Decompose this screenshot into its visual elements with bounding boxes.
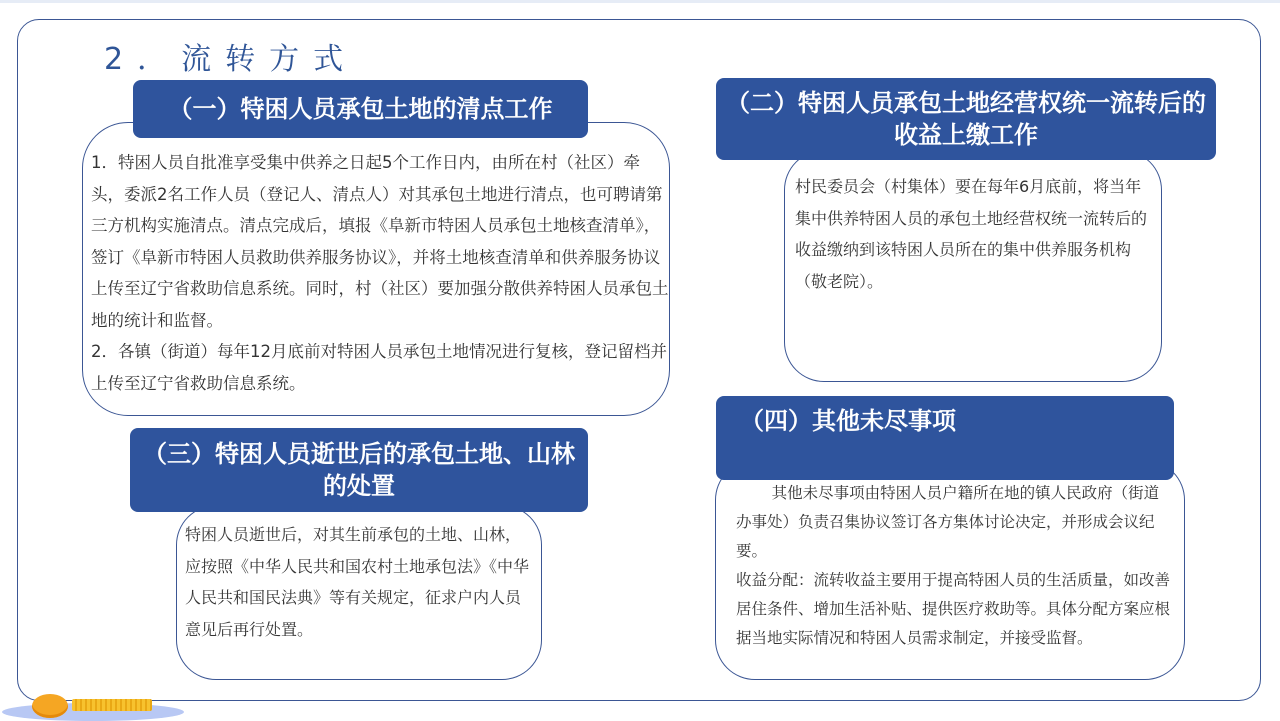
section-4-banner [716,396,1174,480]
page-title: 2．流转方式 [104,42,358,77]
section-3-title: （三）特困人员逝世后的承包土地、山林的处置 [143,440,575,500]
section-3-card [176,505,542,680]
section-2-card [784,150,1162,382]
section-1-banner [133,80,588,138]
section-4-paragraph-2: 收益分配：流转收益主要用于提高特困人员的生活质量，如改善居住条件、增加生活补贴、提供医疗救助等。具体分配方案应根据当地实际情况和特困人员需求制定，并接受监督。 [736,571,1171,647]
section-4-card [715,460,1185,680]
top-divider [0,0,1280,3]
section-4-title: （四）其他未尽事项 [740,407,956,435]
section-1-paragraph-1: 1．特困人员自批准享受集中供养之日起5个工作日内，由所在村（社区）牵头，委派2名工作人员（登记人、清点人）对其承包土地进行清点，也可聘请第三方机构实施清点。清点完成后，填报《阜新市特困人员承包土地核查清单》，签订《阜新市特困人员救助供养服务协议》，并将土地核查清单和供养服务协议上传至辽宁省救助信息系统。同时，村（社区）要加强分散供养特困人员承包土地的统计和监督。 [91,153,669,330]
section-3-paragraph-1: 特困人员逝世后，对其生前承包的土地、山林，应按照《中华人民共和国农村土地承包法》《中华人民共和国民法典》等有关规定，征求户内人员意见后再行处置。 [185,525,530,639]
section-1-paragraph-2: 2．各镇（街道）每年12月底前对特困人员承包土地情况进行复核，登记留档并上传至辽宁省救助信息系统。 [91,342,667,393]
section-4-paragraph-1: 其他未尽事项由特困人员户籍所在地的镇人民政府（街道办事处）负责召集协议签订各方集体讨论决定，并形成会议纪要。 [736,484,1160,560]
section-1-title: （一）特困人员承包土地的清点工作 [168,95,553,123]
section-2-title: （二）特困人员承包土地经营权统一流转后的收益上缴工作 [726,89,1206,149]
section-3-banner [130,428,588,512]
section-2-banner [716,78,1216,160]
section-2-paragraph-1: 村民委员会（村集体）要在每年6月底前，将当年集中供养特困人员的承包土地经营权统一流转后的收益缴纳到该特困人员所在的集中供养服务机构（敬老院）。 [795,177,1148,291]
coin-stack-icon [72,699,152,711]
coin-icon [32,694,68,718]
section-1-card [82,122,670,416]
